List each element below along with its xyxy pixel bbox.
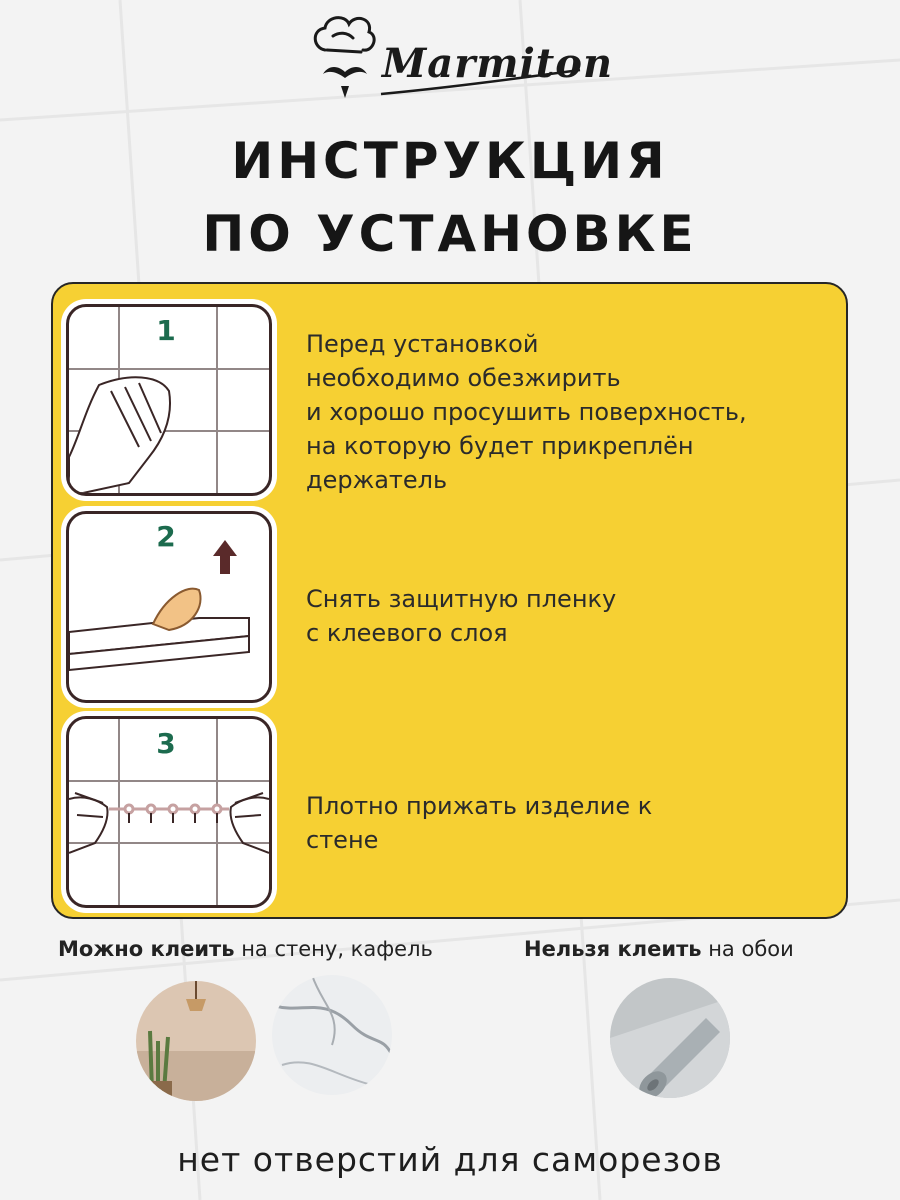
step-3-text: Плотно прижать изделие к стене xyxy=(306,792,653,854)
mustache-icon xyxy=(323,67,367,98)
cannot-glue-caption: Нельзя клеить на обои xyxy=(524,937,794,961)
page-title-line1: ИНСТРУКЦИЯ xyxy=(231,132,669,190)
step-1-text: Перед установкой необходимо обезжирить и хорошо просушить поверхность, на которую будет прикреплён держатель xyxy=(306,330,747,494)
marble-tile-photo xyxy=(272,975,392,1095)
hooks-rail xyxy=(109,805,229,823)
arrow-up-icon xyxy=(213,540,237,574)
footer-note: нет отверстий для саморезов xyxy=(177,1140,723,1179)
wallpaper-roll-photo xyxy=(610,978,730,1098)
brand-name: Marmiton xyxy=(382,40,614,87)
can-glue-caption: Можно клеить на стену, кафель xyxy=(58,937,433,961)
step-2-text: Снять защитную пленку с клеевого слоя xyxy=(306,585,617,647)
page-title-line2: ПО УСТАНОВКЕ xyxy=(202,205,698,263)
step-2-number: 2 xyxy=(156,520,176,553)
step-1-number: 1 xyxy=(156,314,176,347)
wall-photo xyxy=(136,981,256,1101)
hand-wipe-icon xyxy=(69,377,170,493)
chef-hat-icon xyxy=(315,18,374,52)
step-3-number: 3 xyxy=(156,727,176,760)
peel-film-icon xyxy=(69,589,249,670)
